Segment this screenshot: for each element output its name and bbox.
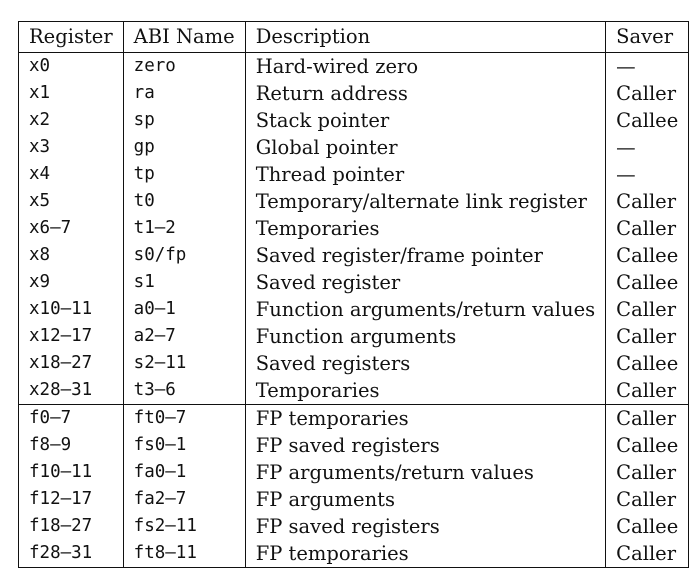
saver-cell: Callee [606, 269, 689, 296]
saver-cell: Callee [606, 107, 689, 134]
register-cell: f8–9 [19, 432, 124, 459]
saver-cell: Callee [606, 242, 689, 269]
description-cell: Saved register/frame pointer [245, 242, 605, 269]
register-cell: x8 [19, 242, 124, 269]
register-cell: f0–7 [19, 405, 124, 433]
abi-name-cell: ra [123, 80, 245, 107]
description-cell: Saved register [245, 269, 605, 296]
register-cell: x5 [19, 188, 124, 215]
description-cell: Temporaries [245, 215, 605, 242]
register-cell: f18–27 [19, 513, 124, 540]
saver-cell: Caller [606, 540, 689, 568]
abi-name-cell: tp [123, 161, 245, 188]
saver-cell: Caller [606, 215, 689, 242]
abi-name-cell: fs2–11 [123, 513, 245, 540]
header-abi-name: ABI Name [123, 22, 245, 53]
table-row [19, 486, 689, 513]
abi-name-cell: gp [123, 134, 245, 161]
fp-register-group [19, 405, 689, 568]
description-cell: FP arguments [245, 486, 605, 513]
register-cell: x18–27 [19, 350, 124, 377]
saver-cell: Caller [606, 80, 689, 107]
header-register: Register [19, 22, 124, 53]
table-row [19, 53, 689, 81]
description-cell: FP temporaries [245, 540, 605, 568]
saver-cell: Callee [606, 432, 689, 459]
register-cell: x12–17 [19, 323, 124, 350]
description-cell: Function arguments [245, 323, 605, 350]
abi-name-cell: fa2–7 [123, 486, 245, 513]
abi-name-cell: fa0–1 [123, 459, 245, 486]
saver-cell: Caller [606, 459, 689, 486]
register-cell: x28–31 [19, 377, 124, 405]
register-cell: x0 [19, 53, 124, 81]
table-row [19, 459, 689, 486]
description-cell: FP temporaries [245, 405, 605, 433]
abi-name-cell: zero [123, 53, 245, 81]
table-row [19, 377, 689, 405]
table-row [19, 161, 689, 188]
description-cell: Return address [245, 80, 605, 107]
abi-name-cell: ft0–7 [123, 405, 245, 433]
abi-name-cell: s1 [123, 269, 245, 296]
table-row [19, 188, 689, 215]
register-table [18, 21, 689, 568]
table-row [19, 80, 689, 107]
register-cell: x4 [19, 161, 124, 188]
abi-name-cell: a0–1 [123, 296, 245, 323]
saver-cell: Caller [606, 296, 689, 323]
abi-name-cell: fs0–1 [123, 432, 245, 459]
saver-cell: Callee [606, 513, 689, 540]
description-cell: Global pointer [245, 134, 605, 161]
abi-name-cell: s2–11 [123, 350, 245, 377]
saver-cell: Caller [606, 486, 689, 513]
register-cell: x1 [19, 80, 124, 107]
table-row [19, 513, 689, 540]
abi-name-cell: t1–2 [123, 215, 245, 242]
saver-cell: Caller [606, 188, 689, 215]
description-cell: Thread pointer [245, 161, 605, 188]
description-cell: Function arguments/return values [245, 296, 605, 323]
register-cell: x10–11 [19, 296, 124, 323]
description-cell: Hard-wired zero [245, 53, 605, 81]
description-cell: Temporaries [245, 377, 605, 405]
table-row [19, 405, 689, 433]
abi-name-cell: s0/fp [123, 242, 245, 269]
table-row [19, 350, 689, 377]
table-row [19, 107, 689, 134]
abi-name-cell: t3–6 [123, 377, 245, 405]
register-cell: f28–31 [19, 540, 124, 568]
table-row [19, 215, 689, 242]
register-cell: x3 [19, 134, 124, 161]
table-row [19, 540, 689, 568]
table-row [19, 269, 689, 296]
saver-cell: Callee [606, 350, 689, 377]
integer-register-group [19, 53, 689, 405]
table-row [19, 323, 689, 350]
table-row [19, 242, 689, 269]
description-cell: Temporary/alternate link register [245, 188, 605, 215]
saver-cell: Caller [606, 377, 689, 405]
saver-cell: — [606, 134, 689, 161]
table-row [19, 134, 689, 161]
register-cell: f10–11 [19, 459, 124, 486]
table-row [19, 432, 689, 459]
description-cell: FP saved registers [245, 513, 605, 540]
header-row [19, 22, 689, 53]
table-row [19, 296, 689, 323]
saver-cell: — [606, 53, 689, 81]
abi-name-cell: ft8–11 [123, 540, 245, 568]
description-cell: FP arguments/return values [245, 459, 605, 486]
header-description: Description [245, 22, 605, 53]
register-cell: f12–17 [19, 486, 124, 513]
description-cell: FP saved registers [245, 432, 605, 459]
register-cell: x9 [19, 269, 124, 296]
header-saver: Saver [606, 22, 689, 53]
abi-name-cell: a2–7 [123, 323, 245, 350]
abi-name-cell: t0 [123, 188, 245, 215]
register-cell: x2 [19, 107, 124, 134]
saver-cell: Caller [606, 405, 689, 433]
description-cell: Saved registers [245, 350, 605, 377]
register-cell: x6–7 [19, 215, 124, 242]
saver-cell: — [606, 161, 689, 188]
saver-cell: Caller [606, 323, 689, 350]
description-cell: Stack pointer [245, 107, 605, 134]
abi-name-cell: sp [123, 107, 245, 134]
